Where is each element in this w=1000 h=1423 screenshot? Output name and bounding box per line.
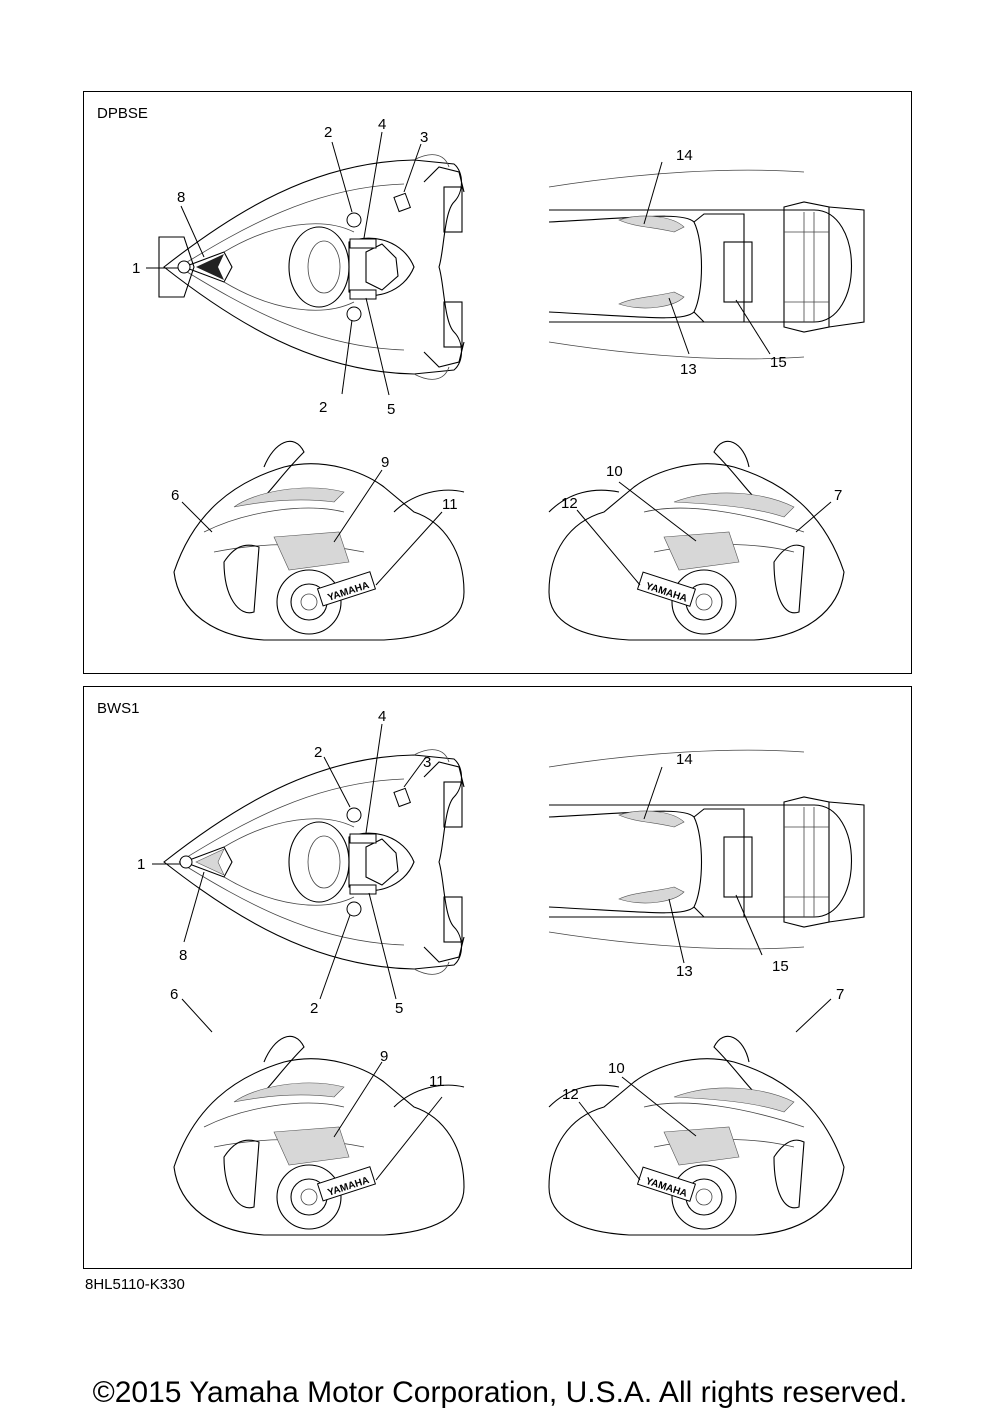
callout-2: 2 (310, 1000, 319, 1017)
diagram-panel-bottom (83, 686, 912, 1269)
callout-15: 15 (770, 354, 787, 371)
part-number: 8HL5110-K330 (85, 1276, 185, 1293)
rear-view-watercraft (549, 170, 864, 359)
watercraft-diagram (84, 92, 913, 675)
callout-8: 8 (179, 947, 188, 964)
callout-2: 2 (319, 399, 328, 416)
callout-3: 3 (420, 129, 429, 146)
callout-1: 1 (137, 856, 146, 873)
callout-14: 14 (676, 147, 693, 164)
right-side-view-watercraft (549, 441, 844, 640)
top-view-watercraft (164, 750, 464, 975)
diagram-panel-top (83, 91, 912, 674)
callout-14: 14 (676, 751, 693, 768)
callout-numbers (132, 116, 842, 513)
brand-decal-text: YAMAHA (644, 580, 689, 605)
callout-5: 5 (387, 401, 396, 418)
left-side-view-watercraft (174, 1036, 464, 1235)
callout-11: 11 (429, 1073, 445, 1090)
callout-leaders (152, 724, 831, 1180)
callout-1: 1 (132, 260, 141, 277)
brand-decal-text: YAMAHA (644, 1175, 689, 1200)
rear-view-watercraft (549, 750, 864, 949)
callout-2: 2 (314, 744, 323, 761)
callout-6: 6 (170, 986, 179, 1003)
callout-10: 10 (608, 1060, 625, 1077)
callout-4: 4 (378, 708, 387, 725)
callout-6: 6 (171, 487, 180, 504)
left-side-view-watercraft (174, 441, 464, 640)
callout-7: 7 (834, 487, 843, 504)
top-view-watercraft (159, 155, 464, 380)
callout-13: 13 (680, 361, 697, 378)
brand-decal-text: YAMAHA (326, 1175, 371, 1199)
callout-8: 8 (177, 189, 186, 206)
callout-4: 4 (378, 116, 387, 133)
callout-9: 9 (380, 1048, 389, 1065)
panel-label: BWS1 (97, 700, 140, 717)
callout-7: 7 (836, 986, 845, 1003)
callout-numbers (137, 708, 844, 1103)
callout-9: 9 (381, 454, 390, 471)
watercraft-diagram (84, 687, 913, 1270)
brand-decal-text: YAMAHA (326, 580, 371, 604)
callout-10: 10 (606, 463, 623, 480)
panel-label: DPBSE (97, 105, 148, 122)
callout-2: 2 (324, 124, 333, 141)
callout-12: 12 (561, 495, 578, 512)
callout-11: 11 (442, 496, 458, 513)
callout-3: 3 (423, 754, 432, 771)
right-side-view-watercraft (549, 1036, 844, 1235)
copyright-notice: ©2015 Yamaha Motor Corporation, U.S.A. All rights reserved. (92, 1376, 908, 1409)
callout-12: 12 (562, 1086, 579, 1103)
callout-5: 5 (395, 1000, 404, 1017)
callout-15: 15 (772, 958, 789, 975)
callout-13: 13 (676, 963, 693, 980)
